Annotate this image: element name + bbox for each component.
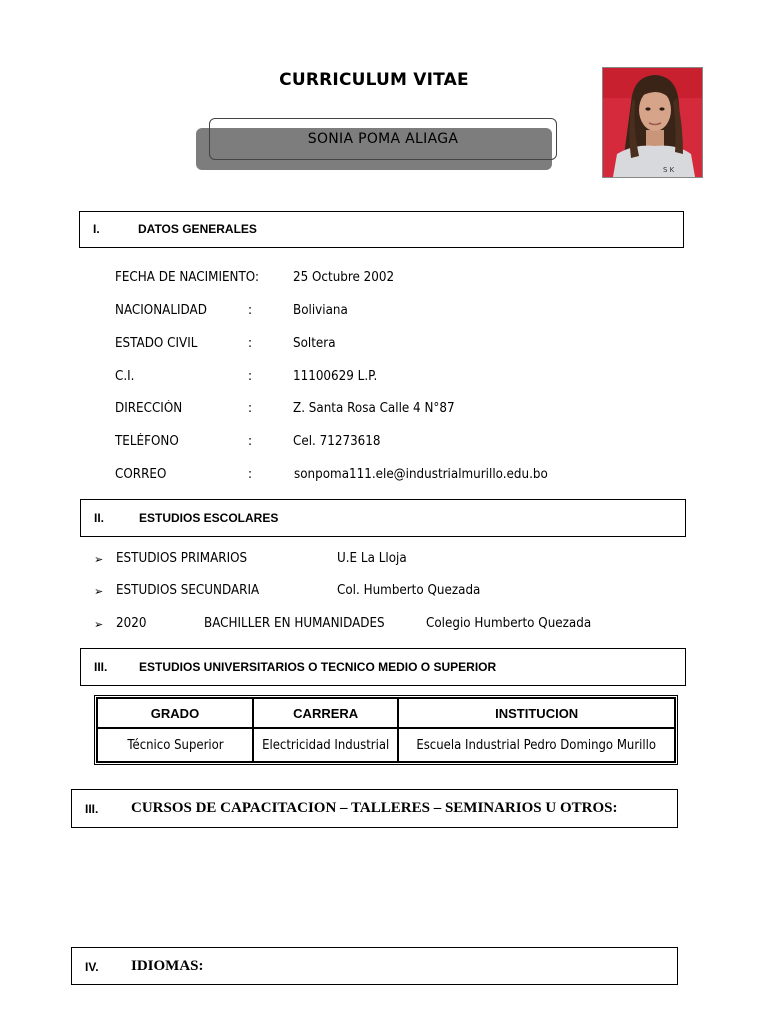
field-separator: : [248,303,253,318]
email-value: sonpoma111.ele@industrialmurillo.edu.bo [294,467,548,482]
field-label: FECHA DE NACIMIENTO: [115,270,260,285]
study-value: Colegio Humberto Quezada [426,616,592,631]
section-estudios-universitarios [80,648,686,686]
field-label: NACIONALIDAD [115,303,207,318]
study-year: 2020 [116,616,147,631]
cell-institucion: Escuela Industrial Pedro Domingo Murillo [416,737,657,753]
section-number: I. [93,222,100,236]
estudios-table [94,695,678,765]
section-title: CURSOS DE CAPACITACION – TALLERES – SEMINARIOS U OTROS: [131,800,618,816]
section-number: II. [94,511,105,525]
column-header: CARRERA [253,698,398,728]
field-label: TELÉFONO [115,434,179,449]
column-header: INSTITUCION [398,698,675,728]
field-label: C.I. [115,369,135,384]
study-label: ESTUDIOS SECUNDARIA [116,583,260,598]
svg-text:S K: S K [663,166,675,174]
section-datos-generales [79,211,684,248]
section-idiomas [71,947,678,985]
section-title: ESTUDIOS ESCOLARES [139,511,279,525]
table-header-row [97,698,675,728]
field-value: Soltera [293,336,336,351]
arrow-bullet-icon: ➢ [94,585,104,598]
cell-carrera: Electricidad Industrial [262,737,390,753]
section-title: ESTUDIOS UNIVERSITARIOS O TECNICO MEDIO O SUPERIOR [139,660,497,674]
section-number: IV. [85,960,99,974]
field-value: Cel. 71273618 [293,434,381,449]
profile-photo-image [603,68,702,177]
table-cell [97,728,253,762]
field-value: 11100629 L.P. [293,369,378,384]
section-number: III. [85,802,99,816]
field-label: DIRECCIÓN [115,401,183,416]
field-separator: : [248,336,253,351]
field-value: Z. Santa Rosa Calle 4 N°87 [293,401,455,416]
table-row [97,728,675,762]
arrow-bullet-icon: ➢ [94,553,104,566]
section-estudios-escolares [80,499,686,537]
section-number: III. [94,660,108,674]
profile-photo [602,67,703,178]
section-title: DATOS GENERALES [138,222,257,236]
table-cell [398,728,675,762]
field-separator: : [248,434,253,449]
study-value: Col. Humberto Quezada [337,583,481,598]
field-label: CORREO [115,467,167,482]
study-label: ESTUDIOS PRIMARIOS [116,551,248,566]
candidate-name: SONIA POMA ALIAGA [307,131,459,147]
field-label: ESTADO CIVIL [115,336,198,351]
field-value: Boliviana [293,303,348,318]
field-separator: : [248,369,253,384]
field-value: 25 Octubre 2002 [293,270,395,285]
document-title: CURRICULUM VITAE [279,70,469,90]
table-cell [253,728,398,762]
field-separator: : [248,401,253,416]
cell-grado: Técnico Superior [126,737,224,753]
arrow-bullet-icon: ➢ [94,618,104,631]
section-title: IDIOMAS: [131,958,204,974]
section-cursos [71,789,678,828]
field-separator: : [248,467,253,482]
column-header: GRADO [97,698,253,728]
study-value: U.E La Lloja [337,551,407,566]
study-label: BACHILLER EN HUMANIDADES [204,616,385,631]
